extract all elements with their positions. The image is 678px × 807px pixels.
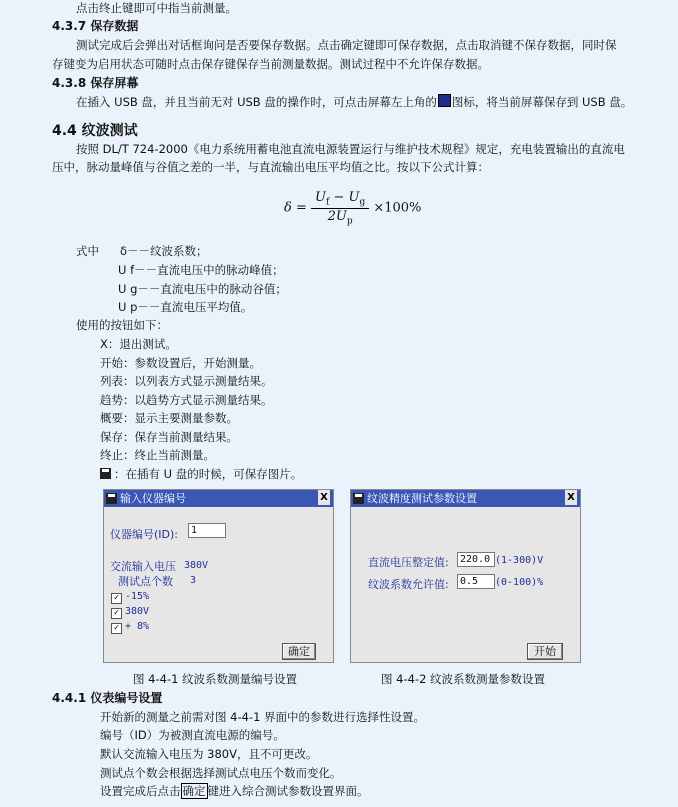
option-plus8[interactable] bbox=[111, 621, 149, 634]
formula-lhs: δ = bbox=[284, 200, 307, 216]
checkbox[interactable]: ✓ bbox=[111, 608, 122, 619]
formula-sub: f bbox=[325, 197, 330, 208]
text-span: 设置完成后点击 bbox=[100, 784, 181, 798]
section-heading: 4.3.7 保存数据 bbox=[52, 19, 139, 33]
save-icon bbox=[100, 468, 111, 479]
formula-numerator bbox=[311, 190, 369, 209]
dialog-title: 输入仪器编号 bbox=[120, 492, 186, 505]
formula-var: 2U bbox=[327, 208, 347, 224]
points-value: 3 bbox=[190, 575, 197, 586]
formula-sub: g bbox=[359, 197, 366, 208]
dc-voltage-input[interactable]: 220.0 bbox=[457, 552, 495, 567]
dc-voltage-range: (1-300)V bbox=[495, 555, 544, 566]
text-line: 按照 DL/T 724-2000《电力系统用蓄电池直流电源装置运行与维护技术规程》规定，充电装置输出的直流电 bbox=[76, 142, 625, 156]
definition: U f－－直流电压中的脉动峰值； bbox=[118, 263, 284, 277]
dialog-title: 纹波精度测试参数设置 bbox=[367, 492, 477, 505]
id-label: 仪器编号(ID): bbox=[110, 528, 179, 541]
formula-rhs: ×100% bbox=[373, 200, 422, 216]
start-button[interactable]: 开始 bbox=[527, 643, 563, 660]
text-line: 式中 bbox=[76, 244, 99, 258]
close-button[interactable]: X bbox=[565, 490, 577, 505]
section-heading: 4.3.8 保存屏幕 bbox=[52, 76, 139, 90]
list-item: 开始：参数设置后，开始测量。 bbox=[100, 356, 261, 370]
text-line: 开始新的测量之前需对图 4-4-1 界面中的参数进行选择性设置。 bbox=[100, 710, 426, 724]
text-line: 测试完成后会弹出对话框询问是否要保存数据。点击确定键即可保存数据，点击取消键不保存数据，同时保 bbox=[76, 38, 617, 52]
dc-voltage-label: 直流电压整定值: bbox=[368, 556, 449, 569]
points-label: 测试点个数 bbox=[118, 575, 173, 588]
ripple-coef-label: 纹波系数允许值: bbox=[368, 578, 449, 591]
text-line: 压中，脉动量峰值与谷值之差的一半，与直流输出电压平均值之比。按以下公式计算： bbox=[52, 160, 489, 174]
figure-caption: 图 4-4-2 纹波系数测量参数设置 bbox=[381, 672, 546, 686]
figure-caption: 图 4-4-1 纹波系数测量编号设置 bbox=[133, 672, 298, 686]
text-line: 默认交流输入电压为 380V，且不可更改。 bbox=[100, 747, 318, 761]
definition: δ－－纹波系数； bbox=[120, 244, 208, 258]
dialog-ripple-params bbox=[350, 489, 581, 663]
formula-fraction bbox=[311, 190, 369, 226]
save-icon bbox=[106, 493, 117, 504]
ok-key-label: 确定 bbox=[182, 784, 206, 798]
option-label: -15% bbox=[125, 591, 150, 602]
ripple-coef-input[interactable]: 0.5 bbox=[457, 574, 495, 589]
id-input[interactable]: 1 bbox=[188, 523, 226, 538]
section-heading: 4.4 纹波测试 bbox=[52, 123, 138, 139]
formula-sub: p bbox=[346, 216, 353, 227]
option-minus15[interactable] bbox=[111, 591, 149, 604]
close-button[interactable]: X bbox=[318, 490, 330, 505]
list-item: X：退出测试。 bbox=[100, 337, 177, 351]
text-line bbox=[76, 93, 632, 111]
text-span: 在插入 USB 盘，并且当前无对 USB 盘的操作时，可点击屏幕左上角的 bbox=[76, 95, 437, 109]
text-line: 测试点个数会根据选择测试点电压个数而变化。 bbox=[100, 766, 342, 780]
text-line: 使用的按钮如下： bbox=[76, 318, 168, 332]
option-label: + 8% bbox=[125, 621, 150, 632]
checkbox[interactable]: ✓ bbox=[111, 623, 122, 634]
text-span: ：在插有 U 盘的时候，可保存图片。 bbox=[114, 467, 303, 481]
ac-voltage-value: 380V bbox=[184, 560, 209, 571]
text-span: 键进入综合测试参数设置界面。 bbox=[207, 784, 369, 798]
text-line: 点击终止键即可中指当前测量。 bbox=[76, 1, 237, 15]
text-line: 编号（ID）为被测直流电源的编号。 bbox=[100, 728, 285, 742]
ok-button[interactable]: 确定 bbox=[282, 643, 316, 660]
list-item: 终止：终止当前测量。 bbox=[100, 448, 215, 462]
dialog-instrument-id bbox=[103, 489, 334, 663]
ripple-coef-range: (0-100)% bbox=[495, 577, 544, 588]
formula-var: − U bbox=[329, 190, 360, 205]
checkbox[interactable]: ✓ bbox=[111, 593, 122, 604]
definition: U g－－直流电压中的脉动谷值； bbox=[118, 282, 287, 296]
save-screen-icon bbox=[438, 94, 451, 107]
list-item bbox=[100, 465, 302, 483]
dialog-titlebar bbox=[104, 490, 333, 507]
list-item: 保存：保存当前测量结果。 bbox=[100, 430, 238, 444]
formula-denominator bbox=[311, 209, 369, 227]
save-icon bbox=[353, 493, 364, 504]
list-item: 概要：显示主要测量参数。 bbox=[100, 411, 238, 425]
option-380v[interactable] bbox=[111, 606, 149, 619]
ac-voltage-label: 交流输入电压 bbox=[110, 560, 176, 573]
formula-var: U bbox=[315, 190, 326, 205]
list-item: 趋势：以趋势方式显示测量结果。 bbox=[100, 393, 273, 407]
section-heading: 4.4.1 仪表编号设置 bbox=[52, 691, 163, 705]
option-label: 380V bbox=[125, 606, 150, 617]
text-line: 存键变为启用状态可随时点击保存键保存当前测量数据。测试过程中不允许保存数据。 bbox=[52, 57, 489, 71]
definition: U p－－直流电压平均值。 bbox=[118, 300, 253, 314]
dialog-titlebar bbox=[351, 490, 580, 507]
text-span: 图标，将当前屏幕保存到 USB 盘。 bbox=[451, 95, 633, 109]
text-line bbox=[100, 782, 369, 800]
list-item: 列表：以列表方式显示测量结果。 bbox=[100, 374, 273, 388]
ripple-formula bbox=[284, 190, 421, 226]
